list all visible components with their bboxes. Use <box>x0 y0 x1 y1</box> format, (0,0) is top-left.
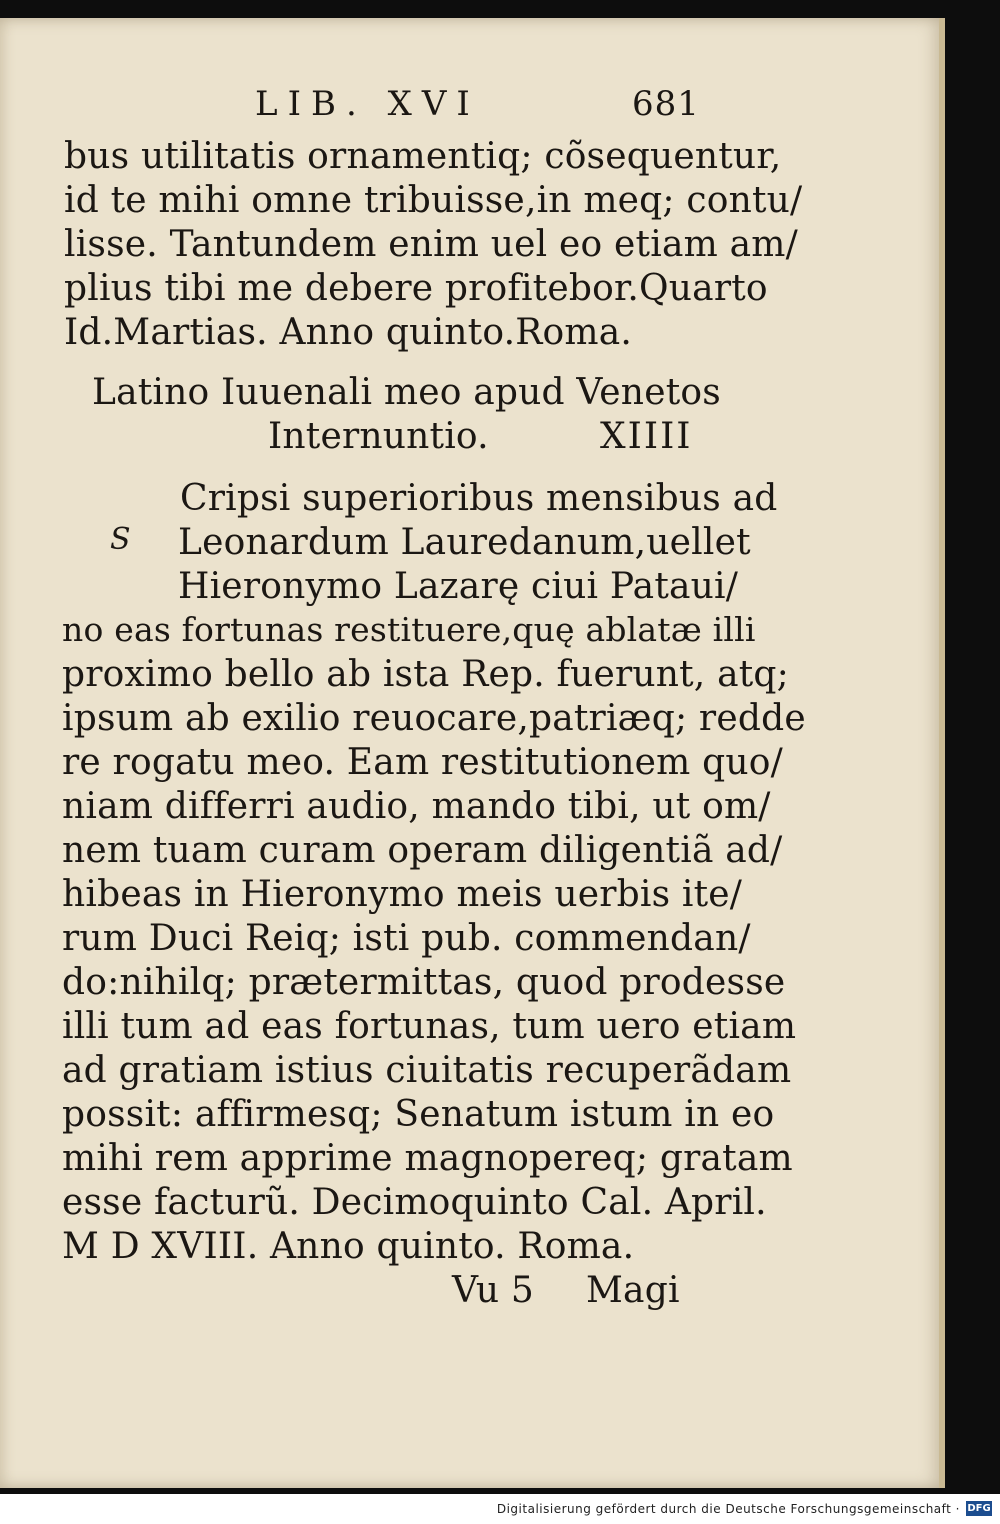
body-line: id te mihi omne tribuisse,in meq; contu/ <box>64 180 803 221</box>
footer-bar <box>0 1494 1000 1524</box>
letter-line: niam differri audio, mando tibi, ut om/ <box>62 786 771 827</box>
letter-number: XIIII <box>600 416 693 457</box>
letter-heading-recipient: Internuntio. <box>268 416 489 457</box>
letter-line: nem tuam curam operam diligentiã ad/ <box>62 830 783 871</box>
letter-line: Leonardum Lauredanum,uellet <box>178 522 751 563</box>
body-line: lisse. Tantundem enim uel eo etiam am/ <box>64 224 798 265</box>
letter-line: Hieronymo Lazarę ciui Pataui/ <box>178 566 739 607</box>
letter-line: esse facturũ. Decimoquinto Cal. April. <box>62 1182 767 1223</box>
dfg-logo-icon: DFG <box>967 1503 991 1514</box>
signature-mark: Vu 5 <box>452 1270 535 1311</box>
letter-line: do:nihilq; prætermittas, quod prodesse <box>62 962 786 1003</box>
catchword: Magi <box>586 1270 680 1311</box>
letter-line: Cripsi superioribus mensibus ad <box>180 478 778 519</box>
body-line: plius tibi me debere profitebor.Quarto <box>64 268 768 309</box>
page-number: 681 <box>632 84 700 124</box>
letter-line: possit: affirmesq; Senatum istum in eo <box>62 1094 775 1135</box>
funding-notice: Digitalisierung gefördert durch die Deutsche Forschungsgemeinschaft · <box>496 1502 960 1516</box>
body-line: Id.Martias. Anno quinto.Roma. <box>64 312 633 353</box>
letter-line: M D XVIII. Anno quinto. Roma. <box>62 1226 635 1267</box>
letter-line: illi tum ad eas fortunas, tum uero etiam <box>62 1006 797 1047</box>
initial-guide-letter: S <box>110 522 131 557</box>
letter-line: no eas fortunas restituere,quę ablatæ illi <box>62 610 756 649</box>
letter-line: rum Duci Reiq; isti pub. commendan/ <box>62 918 751 959</box>
letter-line: re rogatu meo. Eam restitutionem quo/ <box>62 742 783 783</box>
letter-heading: Latino Iuuenali meo apud Venetos <box>92 372 721 413</box>
letter-line: mihi rem apprime magnopereq; gratam <box>62 1138 793 1179</box>
running-title: LIB. XVI <box>255 84 480 124</box>
body-line: bus utilitatis ornamentiq; cõsequentur, <box>64 136 782 177</box>
letter-line: ad gratiam istius ciuitatis recuperãdam <box>62 1050 792 1091</box>
book-page <box>0 18 945 1488</box>
letter-line: ipsum ab exilio reuocare,patriæq; redde <box>62 698 806 739</box>
letter-line: hibeas in Hieronymo meis uerbis ite/ <box>62 874 743 915</box>
letter-line: proximo bello ab ista Rep. fuerunt, atq; <box>62 654 789 695</box>
